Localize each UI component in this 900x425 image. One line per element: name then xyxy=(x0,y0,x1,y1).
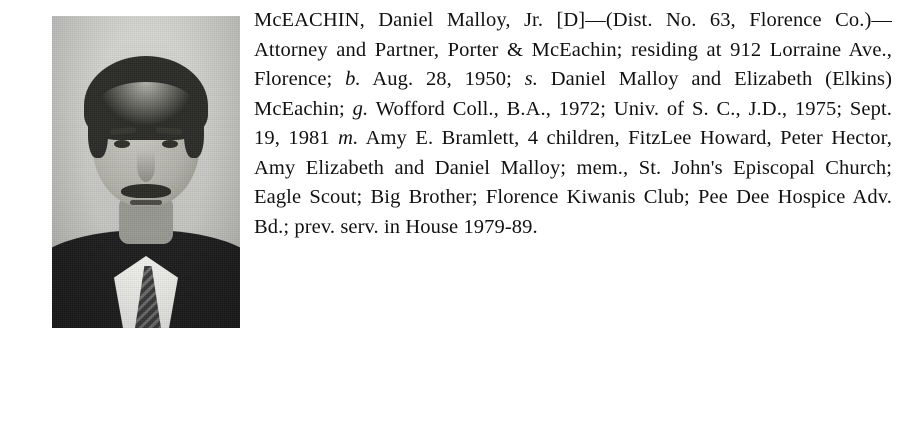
bio-abbrev-italic: s. xyxy=(524,68,538,90)
photo-vignette xyxy=(52,16,240,328)
bio-abbrev-italic: g. xyxy=(352,97,369,120)
bio-segment: Aug. 28, 1950; xyxy=(360,68,525,90)
bio-segment: Amy E. Bramlett, 4 children, FitzLee Howard, Peter Hector, Amy Elizabeth and Daniel Malloy; mem., St. John's Episcopal Church; Eagle Scout; Big Brother; Florence Kiwanis Club; Pee Dee Hospice Adv. Bd.; prev. serv. in House 1979-89. xyxy=(254,127,892,238)
bio-surname: McEACHIN xyxy=(254,9,360,31)
bio-abbrev-italic: m. xyxy=(338,127,359,149)
bio-segment: , Daniel Malloy, Jr. [D]—(Dist. No. 63, Florence Co.)—Attorney and Partner, Porter & McEachin; residing at 912 Lorraine Ave., Florence; xyxy=(254,9,892,90)
portrait-photo xyxy=(52,16,240,328)
bio-segment: Wofford Coll., B.A., 1972; Univ. of S. C., J.D., 1975; Sept. 19, 1981 xyxy=(254,97,892,149)
bio-segment: Daniel Malloy and Elizabeth (Elkins) McEachin; xyxy=(254,68,893,120)
bio-abbrev-italic: b. xyxy=(345,68,361,90)
